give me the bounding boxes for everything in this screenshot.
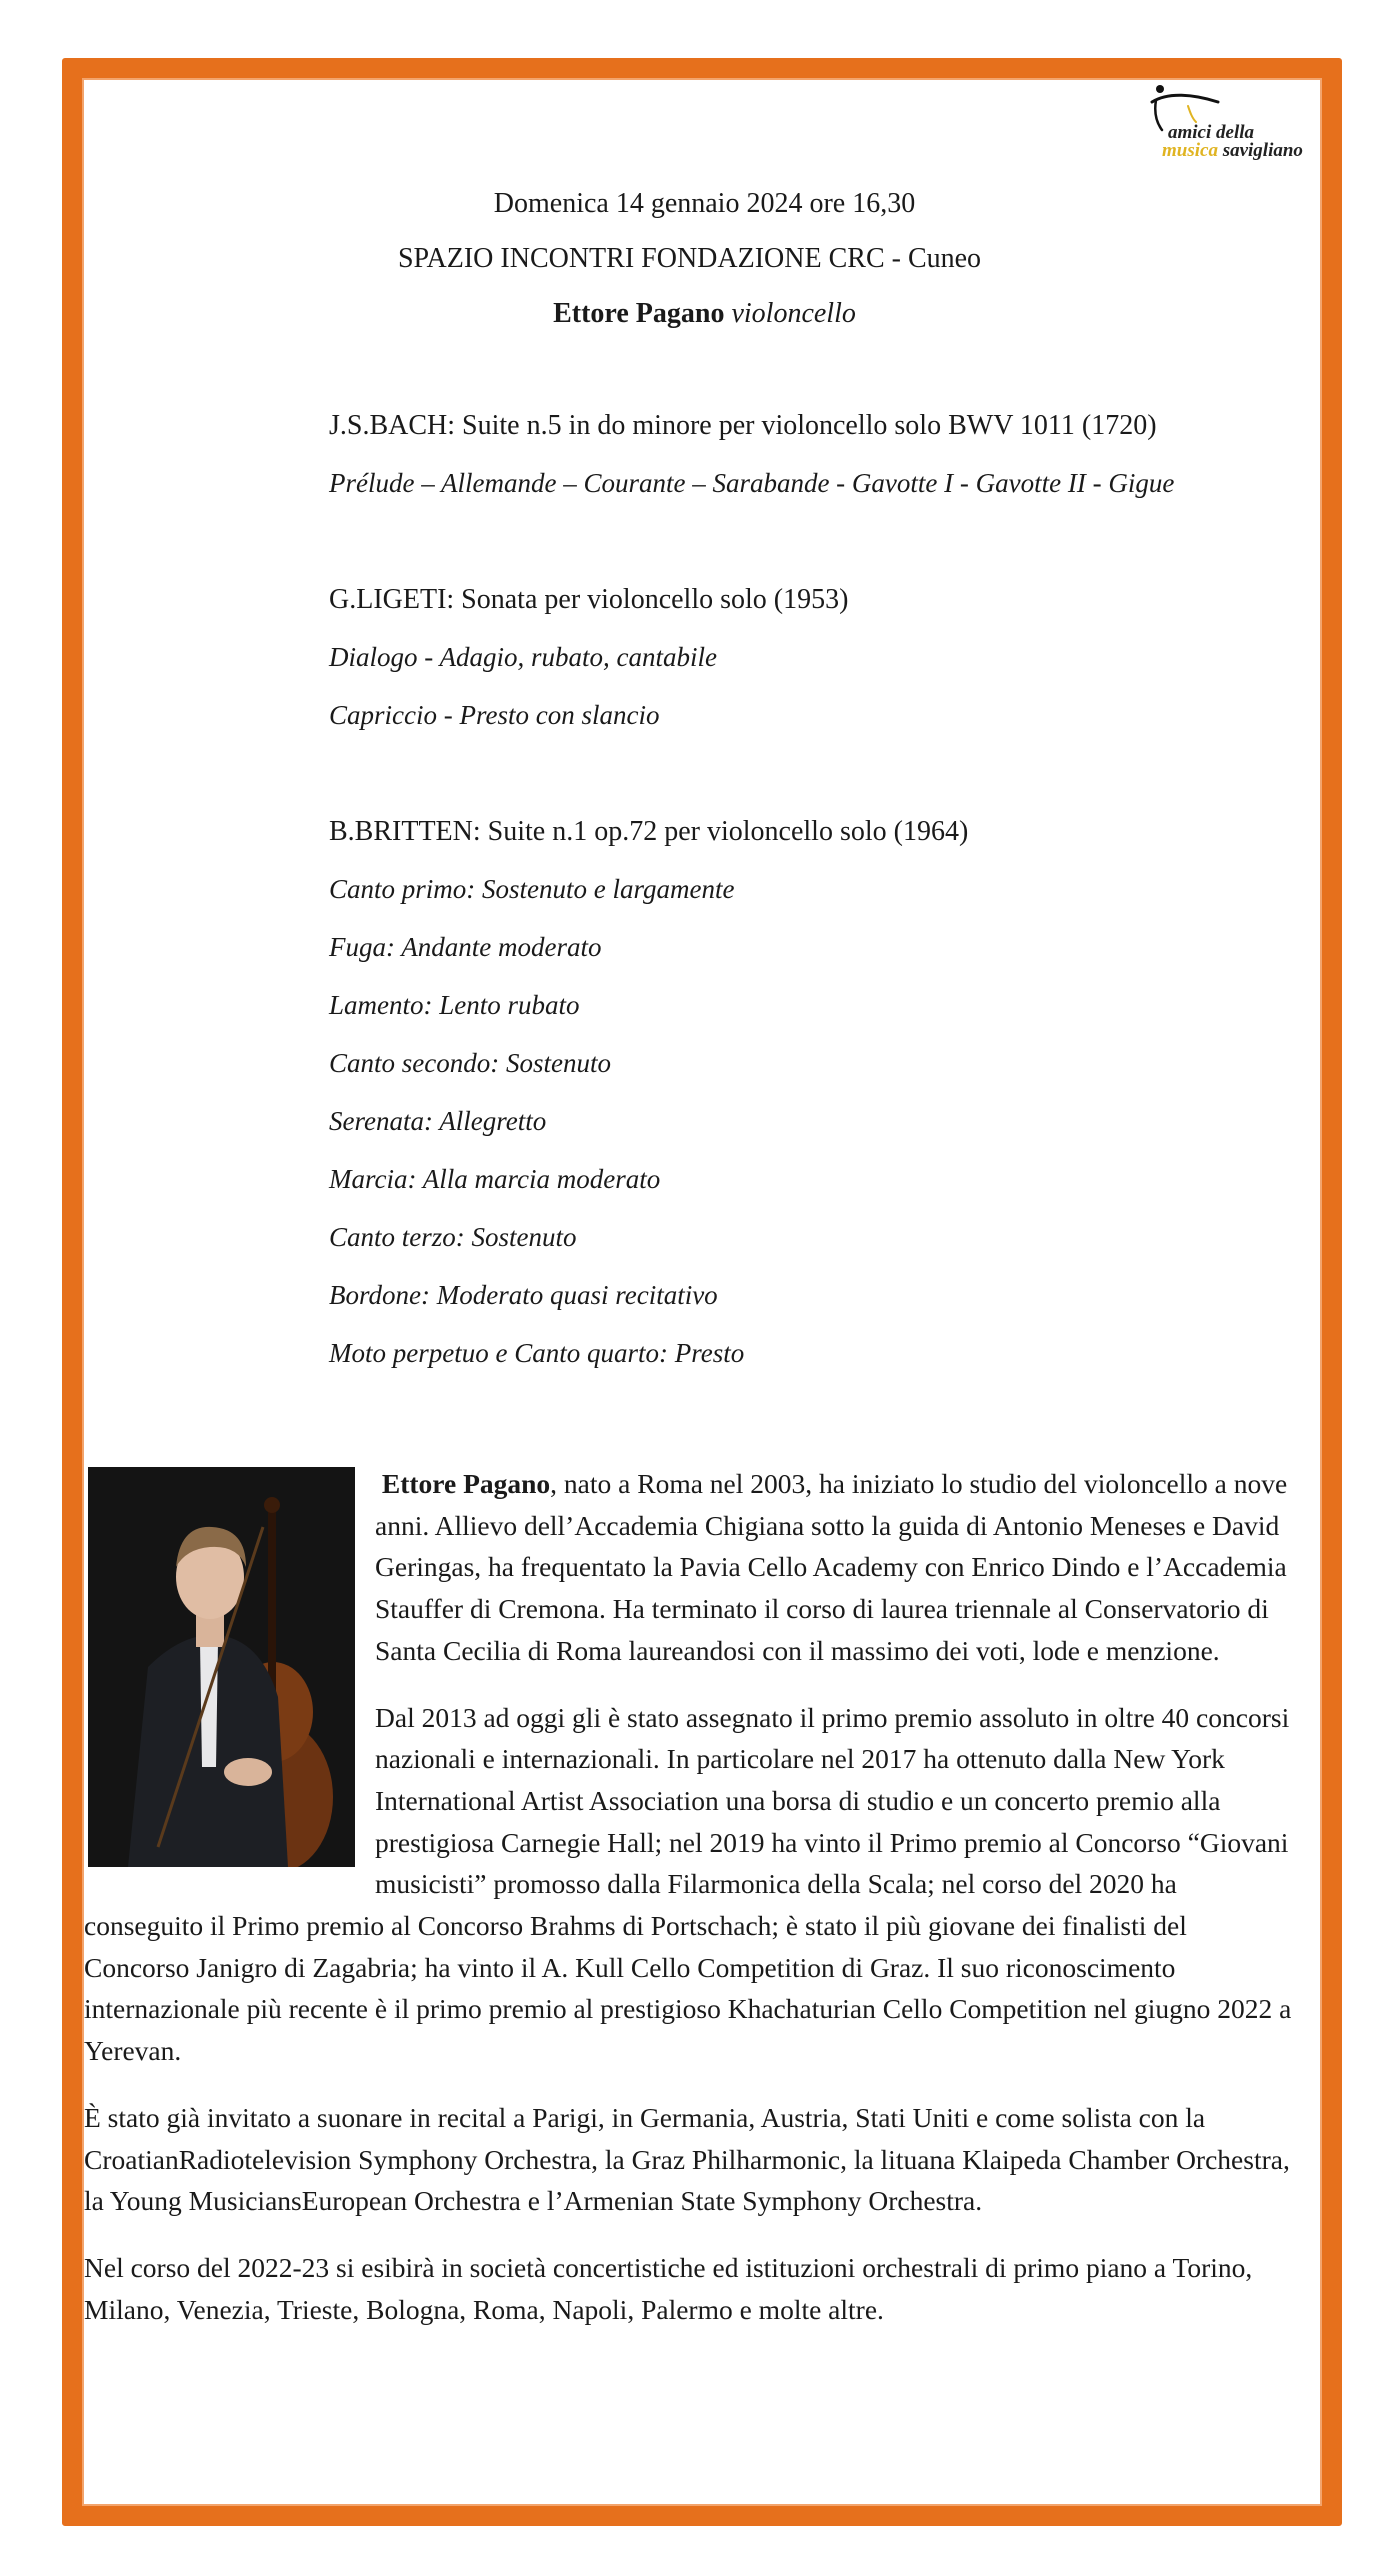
- logo-text-musica: musica: [1162, 140, 1218, 161]
- concert-date: Domenica 14 gennaio 2024 ore 16,30: [493, 188, 916, 219]
- program-britten-movement: Canto terzo: Sostenuto: [329, 1222, 577, 1252]
- program-britten-movement: Lamento: Lento rubato: [329, 990, 580, 1020]
- program-bach-movement: Prélude – Allemande – Courante – Sarabande - Gavotte I - Gavotte II - Gigue: [329, 468, 1175, 498]
- program-ligeti-movement: Dialogo - Adagio, rubato, cantabile: [329, 642, 717, 672]
- program-britten-movement: Serenata: Allegretto: [329, 1106, 547, 1136]
- logo-text-line1: amici della: [1168, 122, 1255, 143]
- performer-photo: [88, 1467, 355, 1867]
- program-ligeti-title: G.LIGETI: Sonata per violoncello solo (1953): [329, 584, 849, 615]
- bio-paragraph-3: È stato già invitato a suonare in recital a Parigi, in Germania, Austria, Stati Uniti e come solista con la CroatianRadiotelevision Symphony Orchestra, la Graz Philharmonic, la lituana Klaipeda Chamber Orchestra, la Young MusiciansEuropean Orchestra e l’Armenian State Symphony Orchestra.: [84, 2101, 1290, 2217]
- program-britten-movement: Moto perpetuo e Canto quarto: Presto: [329, 1338, 745, 1368]
- program-britten-movement: Canto primo: Sostenuto e largamente: [329, 874, 735, 904]
- concert-venue: SPAZIO INCONTRI FONDAZIONE CRC - Cuneo: [397, 243, 982, 274]
- logo-text-savigliano: savigliano: [1217, 140, 1303, 161]
- logo-text-line2: [1162, 140, 1303, 162]
- program-britten-movement: Bordone: Moderato quasi recitativo: [329, 1280, 718, 1310]
- program-britten-movement: Canto secondo: Sostenuto: [329, 1048, 611, 1078]
- performer-name: Ettore Pagano: [553, 298, 725, 329]
- bio-paragraph-1-text: , nato a Roma nel 2003, ha iniziato lo studio del violoncello a nove anni. Allievo dell’Accademia Chigiana sotto la guida di Antonio Meneses e David Geringas, ha frequentato la Pavia Cello Academy con Enrico Dindo e l’Accademia Stauffer di Cremona. Ha terminato il corso di laurea triennale al Conservatorio di Santa Cecilia di Roma laureandosi con il massimo dei voti, lode e menzione.: [375, 1468, 1288, 1666]
- bio-paragraph-2: Dal 2013 ad oggi gli è stato assegnato il primo premio assoluto in oltre 40 concorsi nazionali e internazionali. In particolare nel 2017 ha ottenuto dalla New York International Artist Association una borsa di studio e un concerto premio alla prestigiosa Carnegie Hall; nel 2019 ha vinto il Primo premio al Concorso “Giovani musicisti” promosso dalla Filarmonica della Scala; nel corso del 2020 ha conseguito il Primo premio al Concorso Brahms di Portschach; è stato il più giovane dei finalisti del Concorso Janigro di Zagabria; ha vinto il A. Kull Cello Competition di Graz. Il suo riconoscimento internazionale più recente è il primo premio al prestigioso Khachaturian Cello Competition nel giugno 2022 a Yerevan.: [84, 1701, 1292, 2067]
- program-bach-title: J.S.BACH: Suite n.5 in do minore per violoncello solo BWV 1011 (1720): [329, 410, 1157, 441]
- biography: [84, 1463, 1294, 2355]
- program-ligeti-movement: Capriccio - Presto con slancio: [329, 700, 660, 730]
- program-britten-title: B.BRITTEN: Suite n.1 op.72 per violoncello solo (1964): [329, 816, 969, 847]
- program-britten-movement: Fuga: Andante moderato: [329, 932, 602, 962]
- cellist-portrait-icon: [88, 1467, 355, 1867]
- bio-paragraph-4: Nel corso del 2022-23 si esibirà in società concertistiche ed istituzioni orchestrali di primo piano a Torino, Milano, Venezia, Trieste, Bologna, Roma, Napoli, Palermo e molte altre.: [84, 2251, 1253, 2325]
- amici-della-musica-logo: [1138, 82, 1303, 174]
- performer-instrument: violoncello: [731, 298, 856, 329]
- program-britten-movement: Marcia: Alla marcia moderato: [329, 1164, 661, 1194]
- bio-performer-name: Ettore Pagano: [381, 1468, 551, 1499]
- performer-line: [0, 298, 1379, 330]
